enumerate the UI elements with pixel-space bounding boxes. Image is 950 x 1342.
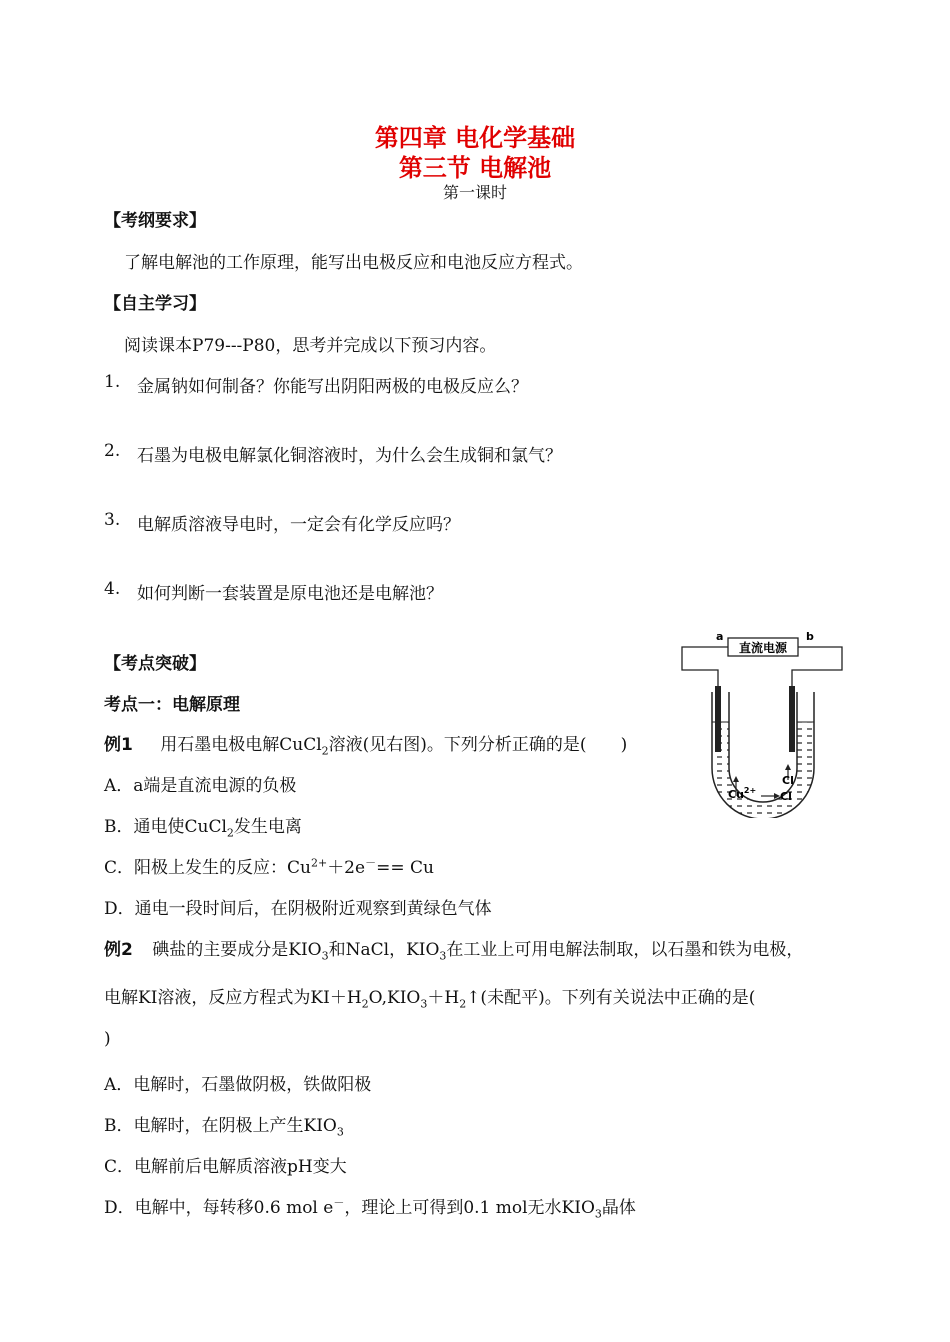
- ion-cl-label-bottom: Cl: [780, 790, 792, 803]
- example2-option-c: C．电解前后电解质溶液pH变大: [104, 1157, 347, 1177]
- example2-option-d: D．电解中，每转移0.6 mol e－，理论上可得到0.1 mol无水$KIO_3$晶体: [104, 1196, 636, 1221]
- breakthrough-heading: 【考点突破】: [104, 654, 206, 674]
- syllabus-heading: 【考纲要求】: [104, 211, 206, 231]
- question-text-4: 如何判断一套装置是原电池还是电解池？: [137, 584, 443, 604]
- point1-heading: 考点一：电解原理: [104, 695, 240, 715]
- chapter-title: 第四章 电化学基础: [374, 124, 576, 152]
- wire-left: [682, 647, 728, 688]
- lesson-subtitle: 第一课时: [442, 183, 507, 202]
- electrode-right: [789, 686, 795, 752]
- example2-line1: 例2 碘盐的主要成分是$KIO_3$和NaCl，$KIO_3$在工业上可用电解法制取，以石墨和铁为电极，: [104, 940, 804, 963]
- example2-option-a: A．电解时，石墨做阴极，铁做阳极: [104, 1075, 372, 1095]
- section-title: 第三节 电解池: [398, 154, 552, 182]
- syllabus-text: 了解电解池的工作原理，能写出电极反应和电池反应方程式。: [124, 253, 583, 273]
- example2-option-b: B．电解时，在阴极上产生$KIO_3$: [104, 1116, 344, 1139]
- electrolysis-diagram: [676, 628, 856, 818]
- power-source-label: 直流电源: [738, 641, 788, 655]
- electrode-left: [715, 686, 721, 752]
- example2-line2: 电解KI溶液，反应方程式为$KI+H_2O,KIO_3+H_2↑$(未配平)。下列有关说法中正确的是(: [104, 988, 756, 1011]
- terminal-a-label: a: [716, 630, 724, 643]
- ion-cu-label: $Cu^{2+}$: [728, 786, 757, 801]
- example1-stem: 例1 用石墨电极电解CuCl$_2$溶液(见右图)。下列分析正确的是( ): [104, 735, 628, 758]
- example1-option-a: A．a端是直流电源的负极: [104, 776, 297, 796]
- example1-option-b: B．通电使CuCl$_2$发生电离: [104, 817, 302, 840]
- question-text-1: 金属钠如何制备？你能写出阴阳两极的电极反应么？: [137, 377, 528, 397]
- question-num-4: 4.: [104, 579, 121, 599]
- question-num-2: 2.: [104, 441, 121, 461]
- terminal-b-label: b: [806, 630, 814, 643]
- example2-line3: ): [104, 1029, 111, 1049]
- example1-option-c: C．阳极上发生的反应：$Cu^{2+}+2e^-== Cu$: [104, 856, 434, 878]
- self-study-intro: 阅读课本P79---P80，思考并完成以下预习内容。: [124, 336, 497, 356]
- ion-cl-label-right: Cl: [782, 774, 794, 787]
- example2-label: 例2: [104, 940, 133, 960]
- self-study-heading: 【自主学习】: [104, 294, 206, 314]
- question-num-1: 1.: [104, 372, 121, 392]
- example1-label: 例1: [104, 735, 133, 755]
- question-num-3: 3.: [104, 510, 121, 530]
- example1-option-d: D．通电一段时间后，在阴极附近观察到黄绿色气体: [104, 899, 492, 919]
- question-text-2: 石墨为电极电解氯化铜溶液时，为什么会生成铜和氯气？: [137, 446, 562, 466]
- wire-right: [792, 647, 842, 688]
- question-text-3: 电解质溶液导电时，一定会有化学反应吗？: [137, 515, 460, 535]
